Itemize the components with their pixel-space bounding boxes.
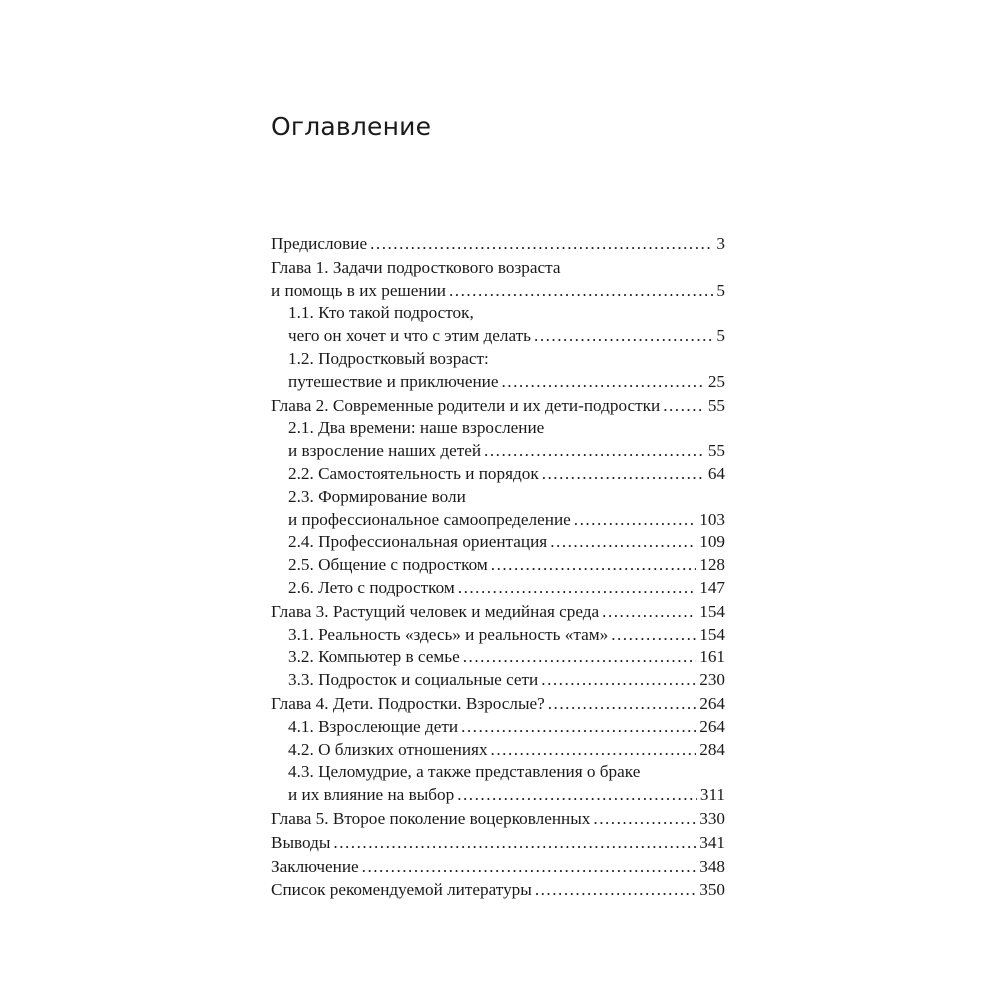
toc-entry-title: Список рекомендуемой литературы <box>271 880 532 900</box>
toc-section-entry[interactable] <box>271 302 725 348</box>
toc-entry-title: 2.5. Общение с подростком <box>288 555 488 575</box>
toc-entry-title: 3.1. Реальность «здесь» и реальность «там» <box>288 624 609 644</box>
toc-chapter-entry[interactable] <box>271 832 725 855</box>
dot-leader <box>449 280 713 303</box>
dot-leader <box>548 693 696 716</box>
toc-chapter-entry[interactable] <box>271 808 725 831</box>
toc-page-number: 341 <box>699 832 725 852</box>
toc-entry-title: и их влияние на выбор <box>288 785 455 805</box>
toc-entry-title: Глава 4. Дети. Подростки. Взрослые? <box>271 693 545 713</box>
toc-section-entry[interactable] <box>271 761 725 807</box>
toc-entry-title: 2.1. Два времени: наше взросление <box>288 418 545 438</box>
dot-leader <box>458 577 696 600</box>
toc-section-entry[interactable] <box>271 486 725 532</box>
toc-entry-title: 3.2. Компьютер в семье <box>288 647 460 667</box>
toc-section-entry[interactable] <box>271 531 725 554</box>
toc-section-entry[interactable] <box>271 646 725 669</box>
toc-entry-title: Выводы <box>271 832 331 852</box>
toc-entry-title: Глава 3. Растущий человек и медийная среда <box>271 601 600 621</box>
toc-entry-title: 2.4. Профессиональная ориентация <box>288 532 548 552</box>
toc-page-number: 25 <box>707 371 725 391</box>
dot-leader <box>542 463 705 486</box>
toc-entry-title: 1.1. Кто такой подросток, <box>288 303 474 323</box>
toc-entry-title: Заключение <box>271 856 359 876</box>
dot-leader <box>535 879 696 902</box>
toc-page-number: 330 <box>699 808 725 828</box>
dot-leader <box>541 669 696 692</box>
dot-leader <box>602 601 696 624</box>
toc-page-number: 55 <box>707 441 725 461</box>
toc-page-number: 64 <box>707 463 725 483</box>
dot-leader <box>574 509 696 532</box>
toc-entry-title: и профессиональное самоопределение <box>288 509 571 529</box>
dot-leader <box>461 716 696 739</box>
toc-page-number: 103 <box>699 509 725 529</box>
toc-entry-title: 4.2. О близких отношениях <box>288 739 488 759</box>
toc-chapter-entry[interactable] <box>271 233 725 256</box>
dot-leader <box>663 395 705 418</box>
toc-entry-title: 1.2. Подростковый возраст: <box>288 348 489 368</box>
toc-section-entry[interactable] <box>271 348 725 394</box>
toc-section-entry[interactable] <box>271 669 725 692</box>
toc-section-entry[interactable] <box>271 554 725 577</box>
toc-page-number: 154 <box>699 601 725 621</box>
dot-leader <box>611 624 696 647</box>
toc-entry-title: путешествие и приключение <box>288 371 499 391</box>
toc-page-number: 350 <box>699 880 725 900</box>
toc-entry-title: 4.3. Целомудрие, а также представления о браке <box>288 762 641 782</box>
toc-page-number: 264 <box>699 716 725 736</box>
toc-entry-title: 2.3. Формирование воли <box>288 486 466 506</box>
toc-chapter-entry[interactable] <box>271 257 725 303</box>
toc-page-number: 311 <box>699 785 725 805</box>
dot-leader <box>534 325 713 348</box>
toc-page-number: 147 <box>699 577 725 597</box>
toc-entry-title: чего он хочет и что с этим делать <box>288 326 532 346</box>
dot-leader <box>463 646 696 669</box>
toc-chapter-entry[interactable] <box>271 693 725 716</box>
table-of-contents <box>271 233 725 902</box>
toc-chapter-entry[interactable] <box>271 601 725 624</box>
dot-leader <box>333 832 696 855</box>
dot-leader <box>457 784 697 807</box>
toc-page-number: 348 <box>699 856 725 876</box>
dot-leader <box>593 808 696 831</box>
toc-page-number: 128 <box>699 555 725 575</box>
toc-entry-title: 3.3. Подросток и социальные сети <box>288 670 539 690</box>
toc-entry-title: Глава 5. Второе поколение воцерковленных <box>271 808 591 828</box>
dot-leader <box>370 233 713 256</box>
toc-chapter-entry[interactable] <box>271 856 725 879</box>
dot-leader <box>491 554 696 577</box>
toc-page-number: 161 <box>699 647 725 667</box>
toc-entry-title: 4.1. Взрослеющие дети <box>288 716 459 736</box>
toc-section-entry[interactable] <box>271 417 725 463</box>
toc-entry-title: и взросление наших детей <box>288 441 482 461</box>
toc-page-number: 5 <box>716 280 725 300</box>
toc-section-entry[interactable] <box>271 463 725 486</box>
dot-leader <box>491 739 697 762</box>
toc-page-number: 5 <box>716 326 725 346</box>
toc-section-entry[interactable] <box>271 624 725 647</box>
toc-section-entry[interactable] <box>271 577 725 600</box>
toc-page-number: 230 <box>699 670 725 690</box>
dot-leader <box>502 371 705 394</box>
toc-entry-title: Глава 2. Современные родители и их дети-подростки <box>271 395 661 415</box>
dot-leader <box>550 531 696 554</box>
toc-page-number: 3 <box>716 234 725 253</box>
dot-leader <box>362 856 697 879</box>
toc-entry-title: и помощь в их решении <box>271 280 446 300</box>
page-title: Оглавление <box>271 112 432 141</box>
dot-leader <box>484 440 705 463</box>
toc-page-number: 284 <box>699 739 725 759</box>
toc-entry-title: Предисловие <box>271 234 368 253</box>
toc-entry-title: 2.2. Самостоятельность и порядок <box>288 463 539 483</box>
toc-page-number: 109 <box>699 532 725 552</box>
toc-entry-title: Глава 1. Задачи подросткового возраста <box>271 257 561 277</box>
toc-section-entry[interactable] <box>271 716 725 739</box>
toc-entry-title: 2.6. Лето с подростком <box>288 577 455 597</box>
toc-page-number: 55 <box>707 395 725 415</box>
toc-chapter-entry[interactable] <box>271 879 725 902</box>
toc-page-number: 154 <box>699 624 725 644</box>
toc-section-entry[interactable] <box>271 739 725 762</box>
toc-page-number: 264 <box>699 693 725 713</box>
toc-chapter-entry[interactable] <box>271 395 725 418</box>
